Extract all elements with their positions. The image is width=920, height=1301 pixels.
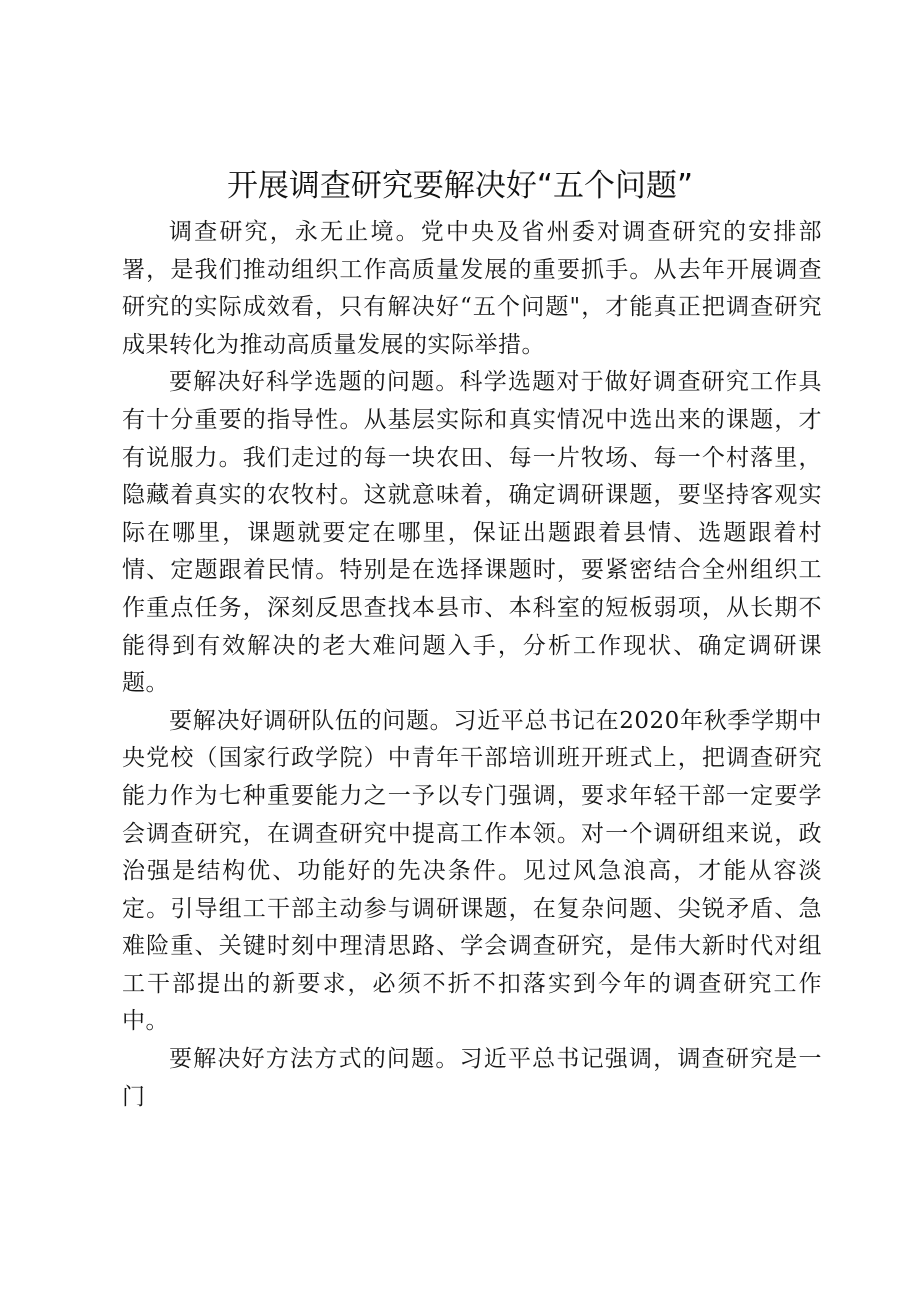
document-title: 开展调查研究要解决好“五个问题”: [226, 168, 694, 204]
paragraph-topic-selection: 要解决好科学选题的问题。科学选题对于做好调查研究工作具有十分重要的指导性。从基层实际和真实情况中选出来的课题，才有说服力。我们走过的每一块农田、每一片牧场、每一个村落里，隐藏着真实的农牧村。这就意味着，确定调研课题，要坚持客观实际在哪里，课题就要定在哪里，保证出题跟着县情、选题跟着村情、定题跟着民情。特别是在选择课题时，要紧密结合全州组织工作重点任务，深刻反思查找本县市、本科室的短板弱项，从长期不能得到有效解决的老大难问题入手，分析工作现状、确定调研课题。: [122, 369, 822, 697]
paragraph-methods: 要解决好方法方式的问题。习近平总书记强调，调查研究是一门: [122, 1046, 822, 1110]
paragraph-research-team: 要解决好调研队伍的问题。习近平总书记在2020年秋季学期中央党校（国家行政学院）中青年干部培训班开班式上，把调查研究能力作为七种重要能力之一予以专门强调，要求年轻干部一定要学会调查研究，在调查研究中提高工作本领。对一个调研组来说，政治强是结构优、功能好的先决条件。见过风急浪高，才能从容淡定。引导组工干部主动参与调研课题，在复杂问题、尖锐矛盾、急难险重、关键时刻中理清思路、学会调查研究，是伟大新时代对组工干部提出的新要求，必须不折不扣落实到今年的调查研究工作中。: [122, 707, 822, 1035]
paragraph-intro: 调查研究，永无止境。党中央及省州委对调查研究的安排部署，是我们推动组织工作高质量发展的重要抓手。从去年开展调查研究的实际成效看，只有解决好“五个问题"，才能真正把调查研究成果转化为推动高质量发展的实际举措。: [122, 219, 822, 358]
document-body: [122, 214, 822, 1116]
